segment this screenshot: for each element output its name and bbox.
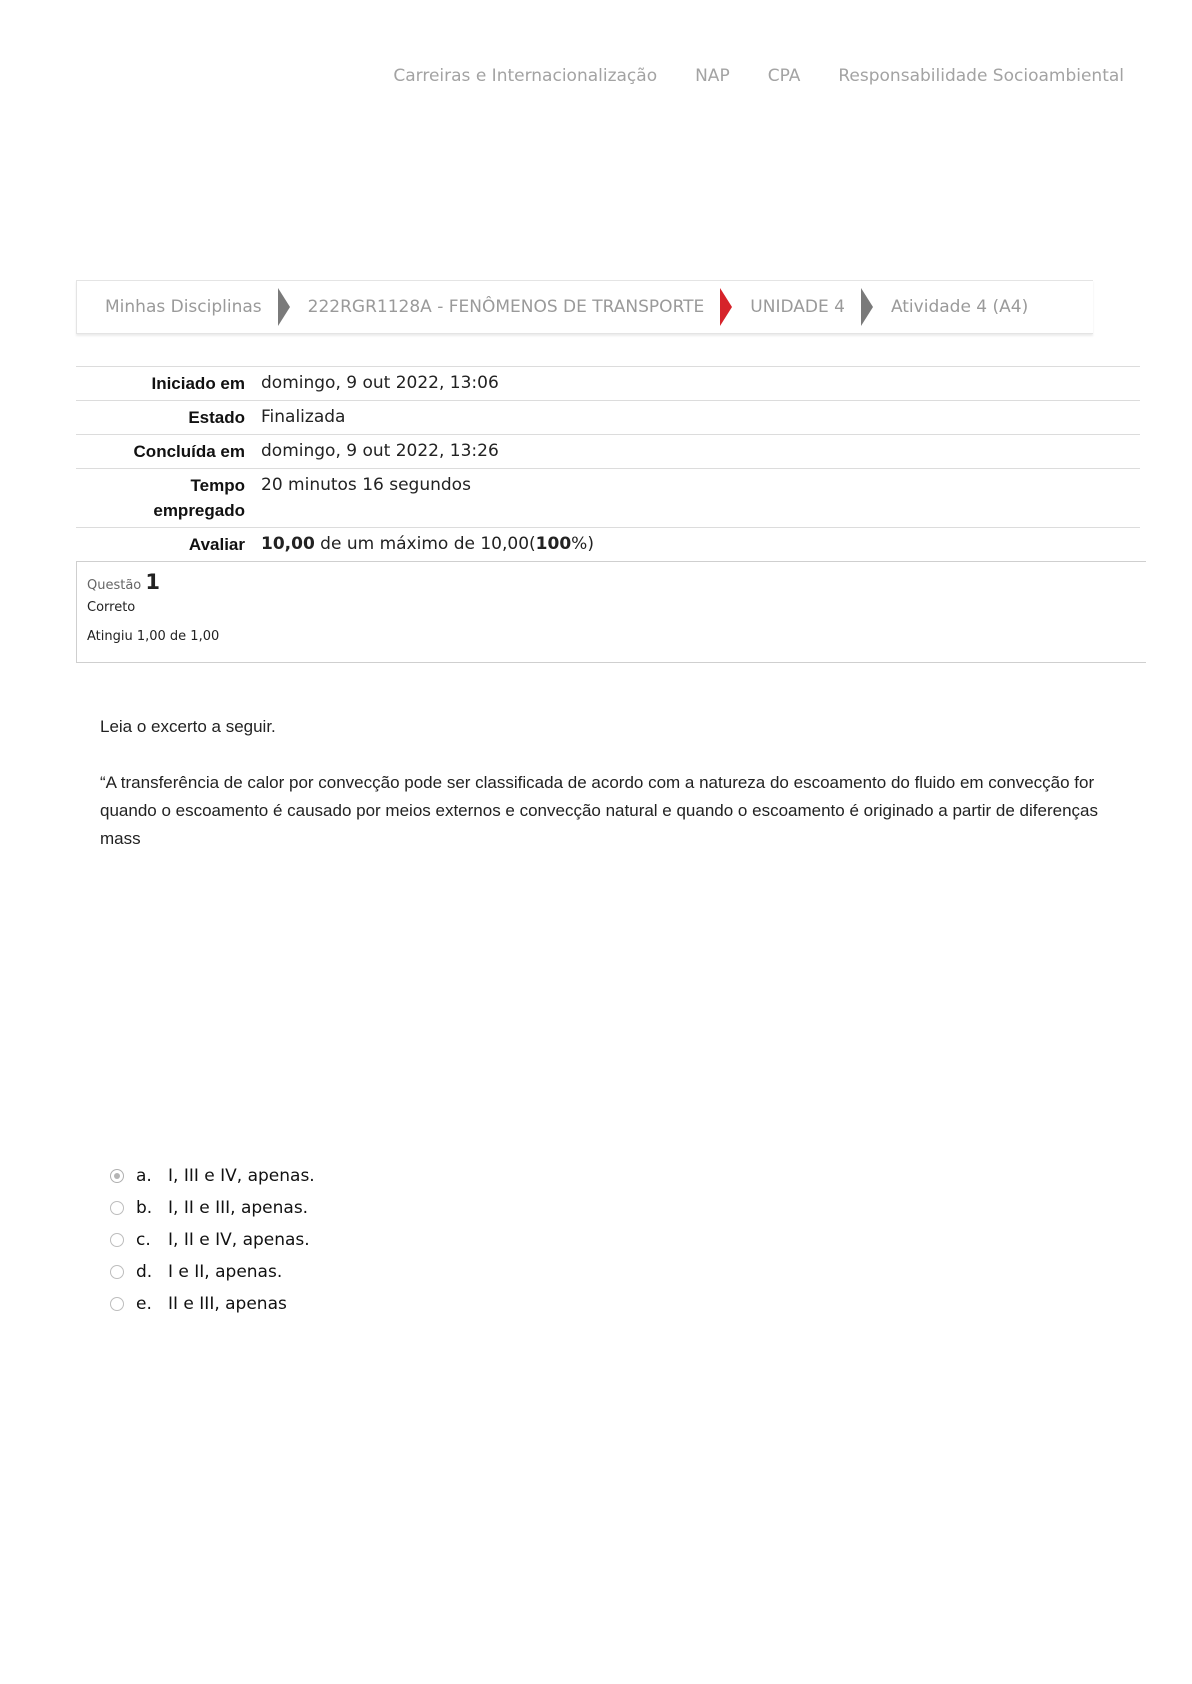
time-label [76,469,253,528]
option-letter: c. [136,1230,151,1250]
answer-options [110,1160,315,1320]
option-text: I, II e IV, apenas. [168,1230,310,1250]
breadcrumb-separator-icon [861,288,873,326]
breadcrumb-item-unit[interactable]: UNIDADE 4 [750,297,845,317]
nav-link-carreiras[interactable]: Carreiras e Internacionalização [393,66,658,86]
grade-end: %) [571,534,594,554]
grade-score: 10,00 [261,534,315,554]
breadcrumb-separator-icon [720,288,732,326]
state-label: Estado [76,401,253,435]
question-number [87,570,1136,594]
time-value: 20 minutos 16 segundos [253,469,1140,528]
option-text: I e II, apenas. [168,1262,283,1282]
question-grade: Atingiu 1,00 de 1,00 [87,629,220,644]
question-text-line: quando o escoamento é causado por meios externos e convecção natural e quando o escoamento é originado a partir de diferenças [100,801,1098,820]
summary-row [76,528,1140,562]
grade-percent: 100 [535,534,572,554]
time-label-line1: Tempo [190,476,245,495]
radio-icon[interactable] [110,1201,124,1215]
summary-row [76,435,1140,469]
answer-option-a[interactable] [110,1160,315,1192]
started-value: domingo, 9 out 2022, 13:06 [253,367,1140,401]
nav-link-nap[interactable]: NAP [695,66,730,86]
question-intro: Leia o excerto a seguir. [100,717,276,736]
nav-link-responsabilidade[interactable]: Responsabilidade Socioambiental [838,66,1124,86]
answer-option-c[interactable] [110,1224,315,1256]
attempt-summary-table [76,366,1140,561]
answer-option-b[interactable] [110,1192,315,1224]
grade-value [253,528,1140,562]
summary-row [76,367,1140,401]
radio-selected-icon[interactable] [110,1169,124,1183]
radio-icon[interactable] [110,1265,124,1279]
summary-row [76,469,1140,528]
question-info-box [76,561,1146,663]
breadcrumb [76,280,1093,334]
top-navigation [355,66,1124,86]
answer-option-e[interactable] [110,1288,315,1320]
option-text: I, II e III, apenas. [168,1198,309,1218]
breadcrumb-separator-icon [278,288,290,326]
question-text-line: “A transferência de calor por convecção pode ser classificada de acordo com a natureza do escoamento do fluido em convecção for [100,773,1095,792]
option-letter: e. [136,1294,152,1314]
question-label: Questão [87,578,142,593]
breadcrumb-item-course[interactable]: 222RGR1128A - FENÔMENOS DE TRANSPORTE [307,297,705,317]
question-state: Correto [87,600,136,615]
nav-link-cpa[interactable]: CPA [767,66,801,86]
option-text: II e III, apenas [168,1294,287,1314]
completed-value: domingo, 9 out 2022, 13:26 [253,435,1140,469]
option-letter: a. [136,1166,152,1186]
option-letter: d. [136,1262,153,1282]
question-number-value: 1 [145,570,161,594]
state-value: Finalizada [253,401,1140,435]
radio-icon[interactable] [110,1233,124,1247]
completed-label: Concluída em [76,435,253,469]
time-label-line2: empregado [153,501,245,520]
option-text: I, III e IV, apenas. [168,1166,315,1186]
option-letter: b. [136,1198,153,1218]
breadcrumb-item-activity[interactable]: Atividade 4 (A4) [890,297,1029,317]
question-text-line: mass [100,829,141,848]
radio-icon[interactable] [110,1297,124,1311]
grade-label: Avaliar [76,528,253,562]
started-label: Iniciado em [76,367,253,401]
breadcrumb-item-disciplinas[interactable]: Minhas Disciplinas [105,297,262,317]
summary-row [76,401,1140,435]
grade-max: de um máximo de 10,00( [314,534,536,554]
answer-option-d[interactable] [110,1256,315,1288]
